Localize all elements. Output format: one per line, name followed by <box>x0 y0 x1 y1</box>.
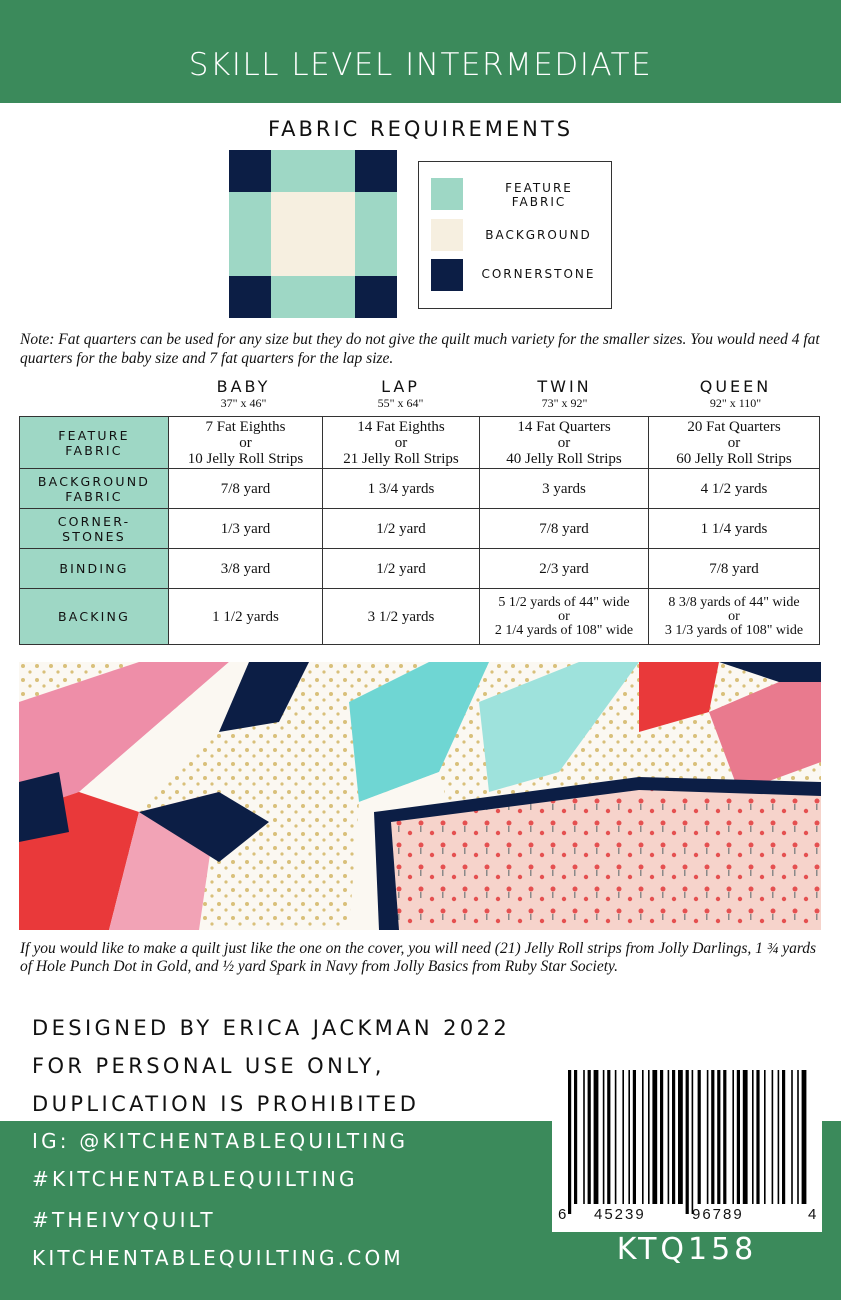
table-cell: 4 1/2 yards <box>649 469 820 509</box>
cover-quilt-caption: If you would like to make a quilt just like the one on the cover, you will need (21) Jelly Roll strips from Jolly Darlings, 1 ¾ yards of Hole Punch Dot in Gold, and ½ yard Spark in Navy from Jolly Basics from Ruby Star Society. <box>20 940 817 975</box>
size-header-lap: LAP 55" x 64" <box>377 377 424 410</box>
barcode-bar <box>707 1070 709 1204</box>
table-cell: 1 1/2 yards <box>169 589 323 645</box>
barcode-bar <box>678 1070 683 1204</box>
barcode-bar <box>668 1070 670 1204</box>
quilt-photo <box>19 662 821 930</box>
table-cell: 7/8 yard <box>480 509 649 549</box>
table-row <box>20 417 820 469</box>
duplication-line: DUPLICATION IS PROHIBITED <box>32 1092 420 1116</box>
table-cell: 1/3 yard <box>169 509 323 549</box>
background-swatch <box>431 219 463 251</box>
size-header-twin: TWIN 73" x 92" <box>537 377 592 410</box>
table-cell: 5 1/2 yards of 44" wide or 2 1/4 yards of 108" wide <box>480 589 649 645</box>
table-cell: 2/3 yard <box>480 549 649 589</box>
barcode-bar <box>772 1070 774 1204</box>
skill-level-title: SKILL LEVEL INTERMEDIATE <box>188 47 653 83</box>
barcode-bar <box>615 1070 617 1204</box>
barcode-bar <box>737 1070 740 1204</box>
legend-cornerstone-label: CORNERSTONE <box>481 267 596 281</box>
barcode-bar <box>588 1070 591 1204</box>
row-header: BACKING <box>20 589 169 645</box>
barcode-bar <box>672 1070 675 1204</box>
table-row <box>20 549 820 589</box>
row-header: CORNER- STONES <box>20 509 169 549</box>
barcode-bar <box>652 1070 657 1204</box>
size-header-baby: BABY 37" x 46" <box>216 377 271 410</box>
hashtag-kitchentablequilting: #KITCHENTABLEQUILTING <box>32 1167 358 1191</box>
barcode-bar <box>607 1070 610 1204</box>
legend-feature-label: FEATURE FABRIC <box>505 181 573 209</box>
barcode-bar <box>756 1070 759 1204</box>
instagram-handle: IG: @KITCHENTABLEQUILTING <box>32 1129 409 1153</box>
barcode-bar <box>782 1070 785 1204</box>
row-header: BACKGROUND FABRIC <box>20 469 169 509</box>
barcode-digit-4: 4 <box>808 1206 817 1223</box>
barcode-bar <box>778 1070 780 1204</box>
barcode <box>552 1056 822 1232</box>
barcode-digit-1: 6 <box>558 1206 567 1223</box>
row-header: BINDING <box>20 549 169 589</box>
barcode-bar <box>802 1070 807 1204</box>
barcode-bar <box>732 1070 734 1204</box>
table-cell: 7 Fat Eighths or 10 Jelly Roll Strips <box>169 417 323 469</box>
barcode-bar <box>717 1070 720 1204</box>
personal-use-line: FOR PERSONAL USE ONLY, <box>32 1054 385 1078</box>
table-cell: 14 Fat Quarters or 40 Jelly Roll Strips <box>480 417 649 469</box>
fabric-requirements-table <box>19 416 820 645</box>
table-cell: 20 Fat Quarters or 60 Jelly Roll Strips <box>649 417 820 469</box>
barcode-digits-3: 96789 <box>692 1206 744 1223</box>
cornerstone-tr <box>355 150 397 192</box>
fabric-legend <box>418 161 612 309</box>
barcode-bar <box>723 1070 726 1204</box>
cornerstone-swatch <box>431 259 463 291</box>
barcode-bar <box>764 1070 766 1204</box>
fat-quarter-note: Note: Fat quarters can be used for any size but they do not give the quilt much variety for the smaller sizes. You would need 4 fat quarters for the baby size and 7 fat quarters for the lap size. <box>20 331 820 367</box>
barcode-bar <box>797 1070 799 1204</box>
feature-bottom <box>271 276 355 318</box>
barcode-bar <box>660 1070 663 1204</box>
table-cell: 1 3/4 yards <box>323 469 480 509</box>
table-cell: 1 1/4 yards <box>649 509 820 549</box>
quilt-photo-illustration <box>19 662 821 930</box>
barcode-bar <box>642 1070 644 1204</box>
background-center <box>271 192 355 276</box>
barcode-bar <box>628 1070 630 1204</box>
quilt-block-diagram <box>229 150 397 318</box>
barcode-bar <box>692 1070 694 1214</box>
table-row <box>20 509 820 549</box>
cornerstone-bl <box>229 276 271 318</box>
table-row <box>20 469 820 509</box>
product-code: KTQ158 <box>616 1232 758 1267</box>
barcode-bar <box>686 1070 689 1214</box>
fabric-requirements-title: FABRIC REQUIREMENTS <box>267 117 574 141</box>
table-cell: 14 Fat Eighths or 21 Jelly Roll Strips <box>323 417 480 469</box>
feature-left <box>229 192 271 276</box>
table-cell: 8 3/8 yards of 44" wide or 3 1/3 yards of 108" wide <box>649 589 820 645</box>
website-link[interactable]: KITCHENTABLEQUILTING.COM <box>32 1246 404 1270</box>
barcode-bar <box>698 1070 701 1204</box>
table-cell: 3 yards <box>480 469 649 509</box>
size-header-queen: QUEEN 92" x 110" <box>699 377 772 410</box>
table-cell: 7/8 yard <box>169 469 323 509</box>
hashtag-theivyquilt: #THEIVYQUILT <box>32 1208 216 1232</box>
row-header: FEATURE FABRIC <box>20 417 169 469</box>
table-row <box>20 589 820 645</box>
table-cell: 1/2 yard <box>323 549 480 589</box>
header-banner <box>0 0 841 103</box>
barcode-bar <box>743 1070 748 1204</box>
barcode-bar <box>583 1070 585 1204</box>
barcode-bar <box>603 1070 605 1204</box>
barcode-bar <box>633 1070 636 1204</box>
barcode-bars <box>552 1056 822 1232</box>
table-cell: 7/8 yard <box>649 549 820 589</box>
feature-right <box>355 192 397 276</box>
table-cell: 3 1/2 yards <box>323 589 480 645</box>
barcode-digits-2: 45239 <box>594 1206 646 1223</box>
cornerstone-tl <box>229 150 271 192</box>
barcode-bar <box>622 1070 624 1204</box>
barcode-bar <box>594 1070 599 1204</box>
table-cell: 1/2 yard <box>323 509 480 549</box>
feature-swatch <box>431 178 463 210</box>
cornerstone-br <box>355 276 397 318</box>
barcode-bar <box>791 1070 793 1204</box>
barcode-bar <box>711 1070 714 1204</box>
designer-credit: DESIGNED BY ERICA JACKMAN 2022 <box>32 1016 511 1040</box>
legend-background-label: BACKGROUND <box>485 228 592 242</box>
table-cell: 3/8 yard <box>169 549 323 589</box>
barcode-bar <box>752 1070 754 1204</box>
barcode-bar <box>574 1070 577 1204</box>
barcode-bar <box>568 1070 571 1214</box>
feature-top <box>271 150 355 192</box>
barcode-bar <box>648 1070 650 1204</box>
